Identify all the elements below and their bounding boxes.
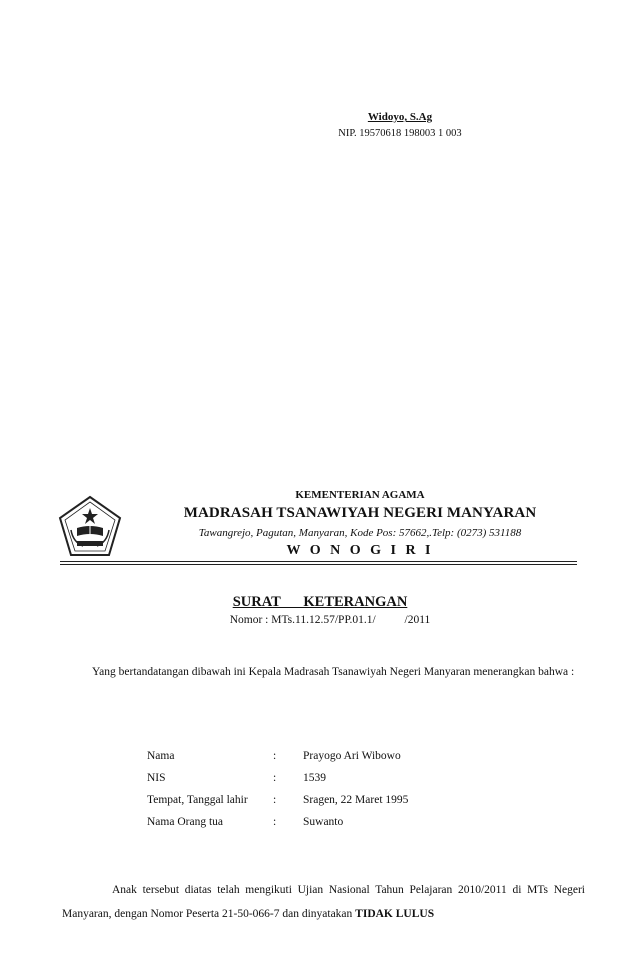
field-value: 1539 bbox=[303, 772, 326, 784]
field-value: Sragen, 22 Maret 1995 bbox=[303, 794, 409, 806]
student-info-table bbox=[147, 750, 408, 838]
field-colon: : bbox=[273, 794, 277, 806]
intro-text: Yang bertandatangan dibawah ini Kepala Madrasah Tsanawiyah Negeri Manyaran menerangkan bahwa : bbox=[92, 666, 575, 678]
result-status: TIDAK LULUS bbox=[355, 908, 435, 920]
field-label: NIS bbox=[147, 772, 166, 784]
school-name: MADRASAH TSANAWIYAH NEGERI MANYARAN bbox=[183, 505, 537, 521]
table-row bbox=[147, 750, 408, 772]
table-row bbox=[147, 772, 408, 794]
school-city: W O N O G I R I bbox=[286, 543, 434, 558]
field-colon: : bbox=[273, 772, 277, 784]
letter-number: Nomor : MTs.11.12.57/PP.01.1/ /2011 bbox=[229, 614, 431, 626]
letter-title: SURAT KETERANGAN bbox=[232, 594, 408, 610]
result-text: Anak tersebut diatas telah mengikuti Ujian Nasional Tahun Pelajaran 2010/2011 di MTs Negeri Manyaran, dengan Nomor Peserta 21-50-066-7 dan dinyatakan bbox=[62, 884, 585, 920]
field-label: Nama Orang tua bbox=[147, 816, 223, 828]
field-value: Prayogo Ari Wibowo bbox=[303, 750, 401, 762]
field-label: Nama bbox=[147, 750, 175, 762]
field-colon: : bbox=[273, 816, 277, 828]
signatory-name: Widoyo, S.Ag bbox=[367, 111, 433, 123]
signatory-nip: NIP. 19570618 198003 1 003 bbox=[338, 128, 462, 139]
letterhead-rule-thick bbox=[60, 561, 577, 562]
table-row bbox=[147, 816, 408, 838]
intro-paragraph bbox=[62, 660, 585, 684]
ministry-emblem-icon bbox=[57, 494, 123, 560]
result-paragraph bbox=[62, 878, 585, 926]
letterhead-rule-thin bbox=[60, 564, 577, 565]
school-address: Tawangrejo, Pagutan, Manyaran, Kode Pos: 57662,.Telp: (0273) 531188 bbox=[198, 527, 522, 539]
field-value: Suwanto bbox=[303, 816, 344, 828]
table-row bbox=[147, 794, 408, 816]
ministry-name: KEMENTERIAN AGAMA bbox=[295, 489, 425, 501]
field-colon: : bbox=[273, 750, 277, 762]
field-label: Tempat, Tanggal lahir bbox=[147, 794, 248, 806]
